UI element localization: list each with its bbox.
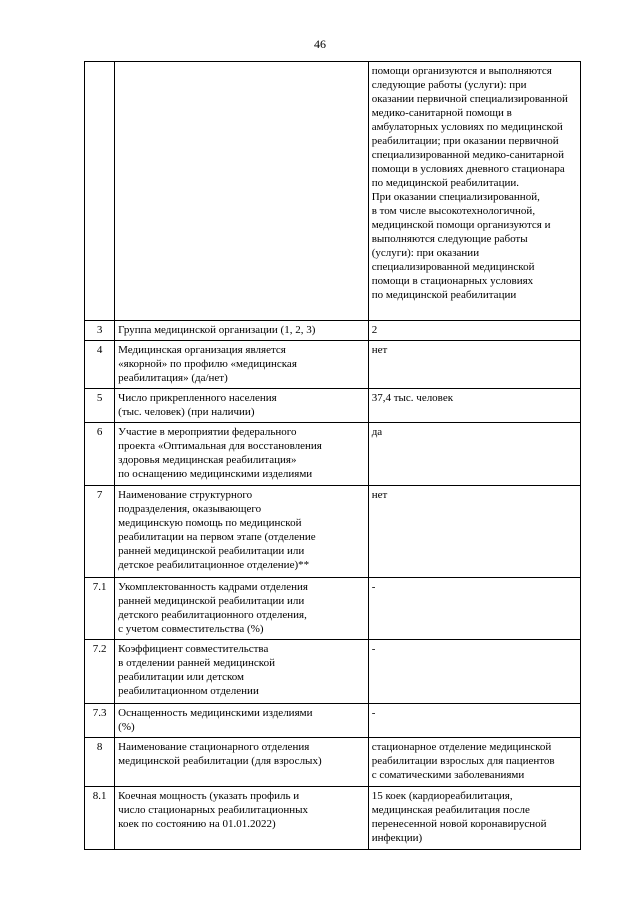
row-number: 8 (85, 738, 115, 787)
table-row (85, 62, 581, 321)
row-parameter: Коэффициент совместительства в отделении ранней медицинской реабилитации или детском реабилитационном отделении (115, 640, 369, 704)
table-row (85, 341, 581, 389)
table-row (85, 321, 581, 341)
table-row (85, 640, 581, 704)
table-row (85, 578, 581, 640)
row-number: 7.2 (85, 640, 115, 704)
row-number: 5 (85, 389, 115, 423)
row-number: 7 (85, 486, 115, 578)
row-number: 6 (85, 423, 115, 486)
table-row (85, 423, 581, 486)
row-value: - (368, 578, 580, 640)
row-number: 3 (85, 321, 115, 341)
row-value: 37,4 тыс. человек (368, 389, 580, 423)
row-number: 7.3 (85, 704, 115, 738)
row-parameter: Медицинская организация является «якорной» по профилю «медицинская реабилитация» (да/нет) (115, 341, 369, 389)
rehabilitation-info-table (84, 61, 581, 850)
row-parameter: Укомплектованность кадрами отделения ранней медицинской реабилитации или детского реабилитационного отделения, с учетом совместительства (%) (115, 578, 369, 640)
row-value: 2 (368, 321, 580, 341)
row-value: да (368, 423, 580, 486)
row-parameter (115, 62, 369, 321)
row-number: 7.1 (85, 578, 115, 640)
row-value: стационарное отделение медицинской реабилитации взрослых для пациентов с соматическими заболеваниями (368, 738, 580, 787)
row-value: нет (368, 341, 580, 389)
row-parameter: Оснащенность медицинскими изделиями (%) (115, 704, 369, 738)
row-number (85, 62, 115, 321)
row-parameter: Число прикрепленного населения (тыс. человек) (при наличии) (115, 389, 369, 423)
page-number: 46 (314, 37, 326, 51)
row-value: помощи организуются и выполняются следующие работы (услуги): при оказании первичной специализированной медико-санитарной помощи в амбулаторных условиях по медицинской реабилитации; при оказании первичной специализированной медико-санитарной помощи в условиях дневного стационара по медицинской реабилитации. При оказании специализированной, в том числе высокотехнологичной, медицинской помощи организуются и выполняются следующие работы (услуги): при оказании специализированной медицинской помощи в стационарных условиях по медицинской реабилитации (368, 62, 580, 321)
row-value: 15 коек (кардиореабилитация, медицинская реабилитация после перенесенной новой коронавирусной инфекции) (368, 787, 580, 850)
row-value: нет (368, 486, 580, 578)
row-number: 4 (85, 341, 115, 389)
table-row (85, 738, 581, 787)
row-parameter: Наименование стационарного отделения медицинской реабилитации (для взрослых) (115, 738, 369, 787)
row-parameter: Участие в мероприятии федерального проекта «Оптимальная для восстановления здоровья медицинская реабилитация» по оснащению медицинскими изделиями (115, 423, 369, 486)
row-parameter: Группа медицинской организации (1, 2, 3) (115, 321, 369, 341)
row-number: 8.1 (85, 787, 115, 850)
row-value: - (368, 704, 580, 738)
row-parameter: Коечная мощность (указать профиль и число стационарных реабилитационных коек по состоянию на 01.01.2022) (115, 787, 369, 850)
row-value: - (368, 640, 580, 704)
table-row (85, 389, 581, 423)
table-row (85, 486, 581, 578)
row-parameter: Наименование структурного подразделения, оказывающего медицинскую помощь по медицинской реабилитации на первом этапе (отделение ранней медицинской реабилитации или детское реабилитационное отделение)** (115, 486, 369, 578)
table-row (85, 787, 581, 850)
table-row (85, 704, 581, 738)
